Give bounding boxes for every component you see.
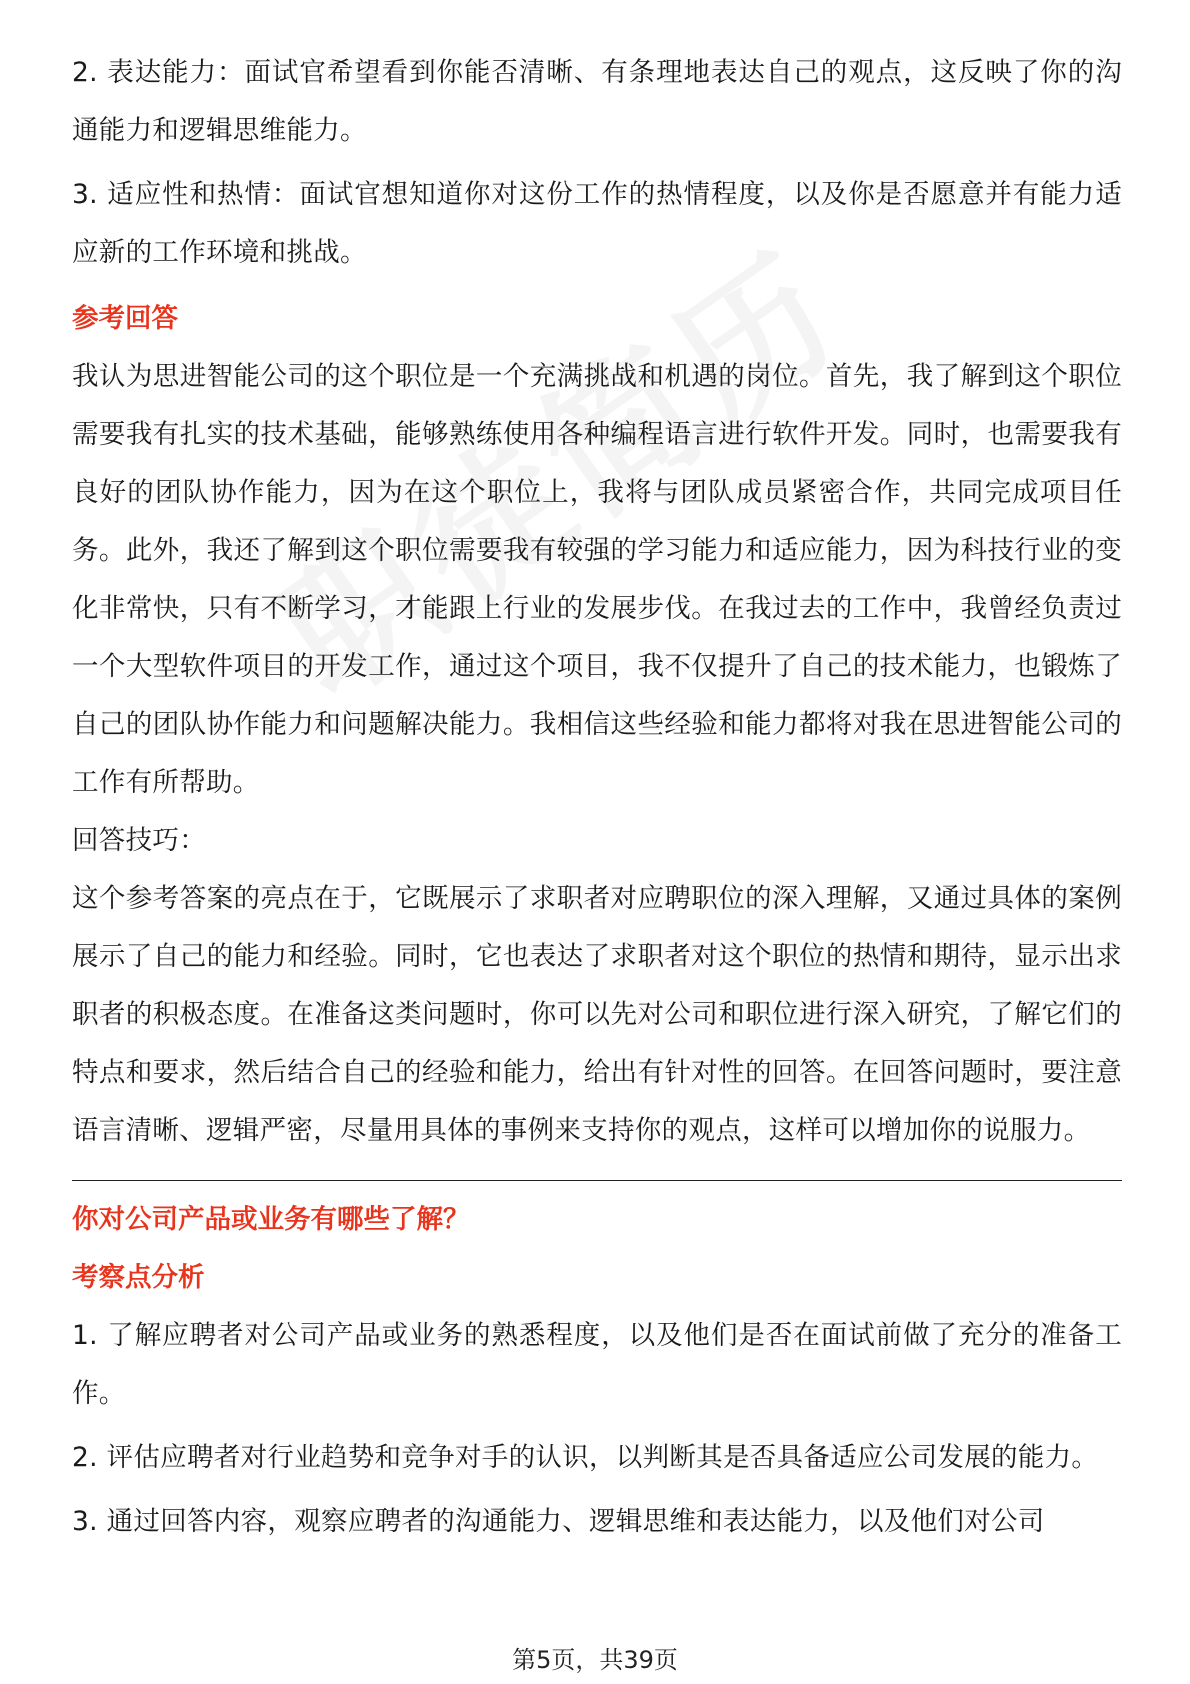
paragraph-tips: 这个参考答案的亮点在于，它既展示了求职者对应聘职位的深入理解，又通过具体的案例展示了自己的能力和经验。同时，它也表达了求职者对这个职位的热情和期待，显示出求职者的积极态度。在准备这类问题时，你可以先对公司和职位进行深入研究，了解它们的特点和要求，然后结合自己的经验和能力，给出有针对性的回答。在回答问题时，要注意语言清晰、逻辑严密，尽量用具体的事例来支持你的观点，这样可以增加你的说服力。 (72, 883, 1122, 1146)
paragraph-expression: 2. 表达能力：面试官希望看到你能否清晰、有条理地表达自己的观点，这反映了你的沟通能力和逻辑思维能力。 (72, 57, 1122, 146)
page-footer: 第5页，共39页 (512, 1646, 678, 1674)
question-title: 你对公司产品或业务有哪些了解？ (72, 1204, 470, 1235)
analysis-item-1: 1. 了解应聘者对公司产品或业务的熟悉程度，以及他们是否在面试前做了充分的准备工作。 (72, 1320, 1122, 1409)
analysis-item-3: 3. 通过回答内容，观察应聘者的沟通能力、逻辑思维和表达能力，以及他们对公司 (72, 1506, 1045, 1537)
tips-label: 回答技巧： (72, 825, 206, 856)
document-page (72, 44, 1122, 1551)
paragraph-adaptability: 3. 适应性和热情：面试官想知道你对这份工作的热情程度，以及你是否愿意并有能力适应新的工作环境和挑战。 (72, 179, 1122, 268)
heading-reference-answer: 参考回答 (72, 303, 178, 334)
analysis-item-2: 2. 评估应聘者对行业趋势和竞争对手的认识，以判断其是否具备适应公司发展的能力。 (72, 1442, 1099, 1473)
section-divider (72, 1180, 1122, 1181)
paragraph-reference-answer: 我认为思进智能公司的这个职位是一个充满挑战和机遇的岗位。首先，我了解到这个职位需要我有扎实的技术基础，能够熟练使用各种编程语言进行软件开发。同时，也需要我有良好的团队协作能力，因为在这个职位上，我将与团队成员紧密合作，共同完成项目任务。此外，我还了解到这个职位需要我有较强的学习能力和适应能力，因为科技行业的变化非常快，只有不断学习，才能跟上行业的发展步伐。在我过去的工作中，我曾经负责过一个大型软件项目的开发工作，通过这个项目，我不仅提升了自己的技术能力，也锻炼了自己的团队协作能力和问题解决能力。我相信这些经验和能力都将对我在思进智能公司的工作有所帮助。 (72, 361, 1122, 798)
heading-analysis: 考察点分析 (72, 1262, 205, 1293)
